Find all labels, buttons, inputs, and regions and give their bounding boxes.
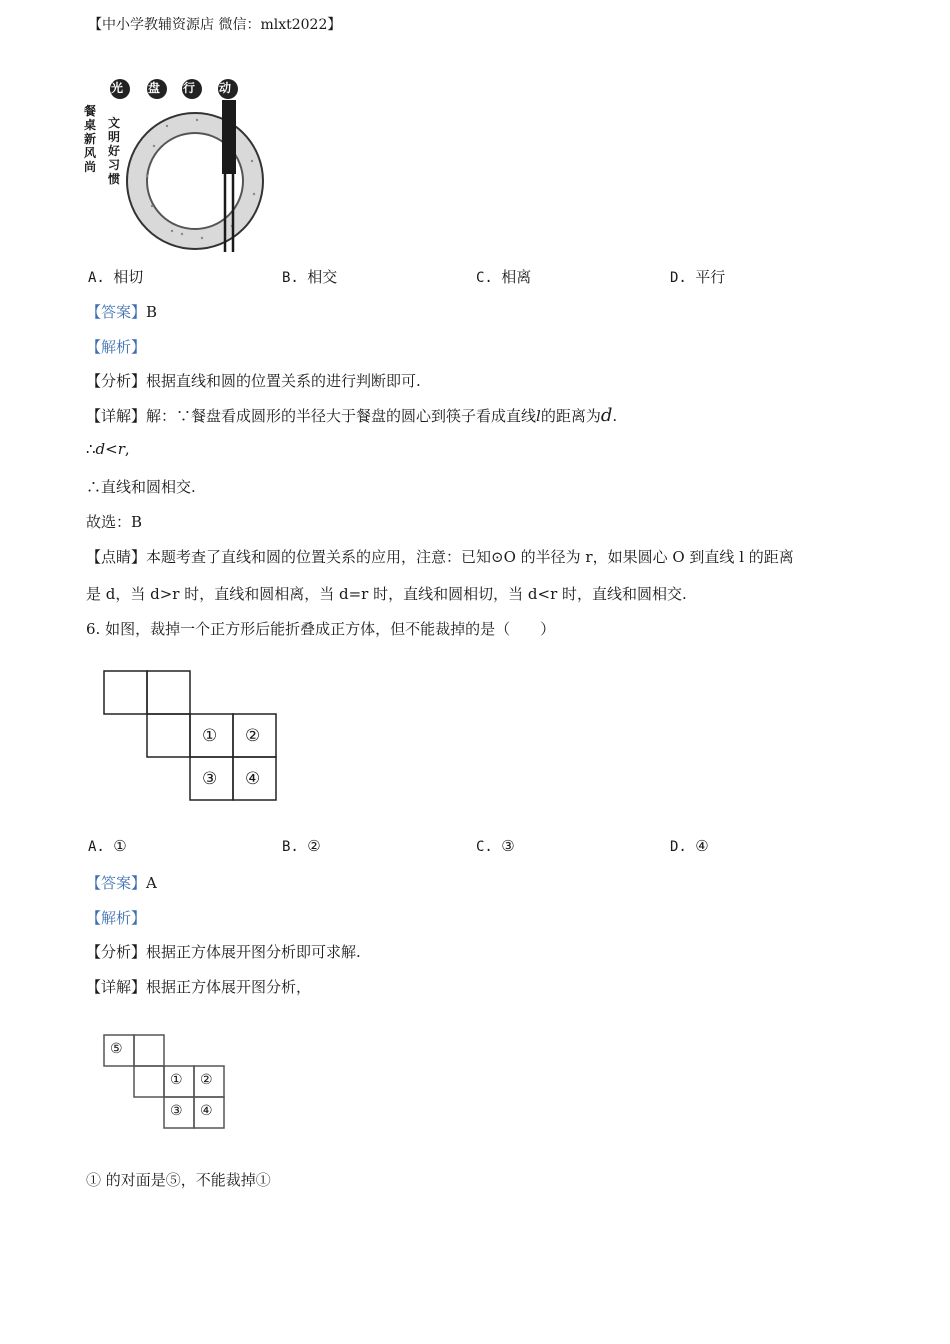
q6-net-figure [103, 670, 278, 802]
net2-label-5: ⑤ [110, 1041, 123, 1057]
q6-option-a: A. ① [88, 837, 127, 855]
q6-fenxi: 【分析】根据正方体展开图分析即可求解. [86, 943, 361, 961]
q5-dianjing-cont: 是 d，当 d>r 时，直线和圆相离，当 d=r 时，直线和圆相切，当 d<r 时，直线和圆相交. [86, 585, 687, 603]
badge-char-4: 动 [219, 81, 232, 95]
slogan-left-2: 文明好习惯 [108, 116, 121, 186]
q5-fenxi: 【分析】根据直线和圆的位置关系的进行判断即可. [86, 372, 421, 390]
q6-answer: 【答案】A [86, 874, 157, 892]
slogan-left-1: 餐桌新风尚 [84, 104, 97, 174]
q5-answer: 【答案】B [86, 303, 158, 321]
badge-char-1: 光 [111, 81, 124, 95]
q5-dianjing: 【点睛】本题考查了直线和圆的位置关系的应用，注意：已知⊙O 的半径为 r，如果圆心 O 到直线 l 的距离 [86, 548, 794, 566]
plate-figure [82, 76, 272, 254]
header-banner: 【中小学教辅资源店 微信：mlxt2022】 [88, 17, 342, 33]
q5-option-c: C. 相离 [476, 268, 532, 286]
q6-stem: 6. 如图，裁掉一个正方形后能折叠成正方体，但不能裁掉的是（ ） [86, 620, 556, 638]
q6-option-d: D. ④ [670, 837, 709, 855]
net-label-1: ① [202, 726, 218, 746]
q5-line2: ∴d<r, [86, 440, 130, 458]
q5-line4: 故选：B [86, 513, 143, 531]
net2-label-2: ② [200, 1072, 213, 1088]
badge-char-2: 盘 [148, 81, 161, 95]
net2-label-1: ① [170, 1072, 183, 1088]
q6-conclusion: ① 的对面是⑤，不能裁掉① [86, 1171, 271, 1189]
net-label-3: ③ [202, 769, 218, 789]
q5-xiangjie: 【详解】解：∵餐盘看成圆形的半径大于餐盘的圆心到筷子看成直线l的距离为d. [86, 405, 618, 426]
net2-label-4: ④ [200, 1103, 213, 1119]
badge-char-3: 行 [183, 81, 196, 95]
q6-jiexi-label: 【解析】 [86, 909, 147, 927]
q6-net-figure-2 [103, 1034, 227, 1130]
q5-jiexi-label: 【解析】 [86, 338, 147, 356]
net-label-4: ④ [245, 769, 261, 789]
q5-option-b: B. 相交 [282, 268, 338, 286]
q6-xiangjie: 【详解】根据正方体展开图分析， [86, 978, 312, 996]
q5-option-a: A. 相切 [88, 268, 144, 286]
net2-label-3: ③ [170, 1103, 183, 1119]
q6-option-c: C. ③ [476, 837, 515, 855]
q6-option-b: B. ② [282, 837, 321, 855]
q5-line3: ∴直线和圆相交. [86, 478, 196, 496]
net-label-2: ② [245, 726, 261, 746]
q5-option-d: D. 平行 [670, 268, 726, 286]
